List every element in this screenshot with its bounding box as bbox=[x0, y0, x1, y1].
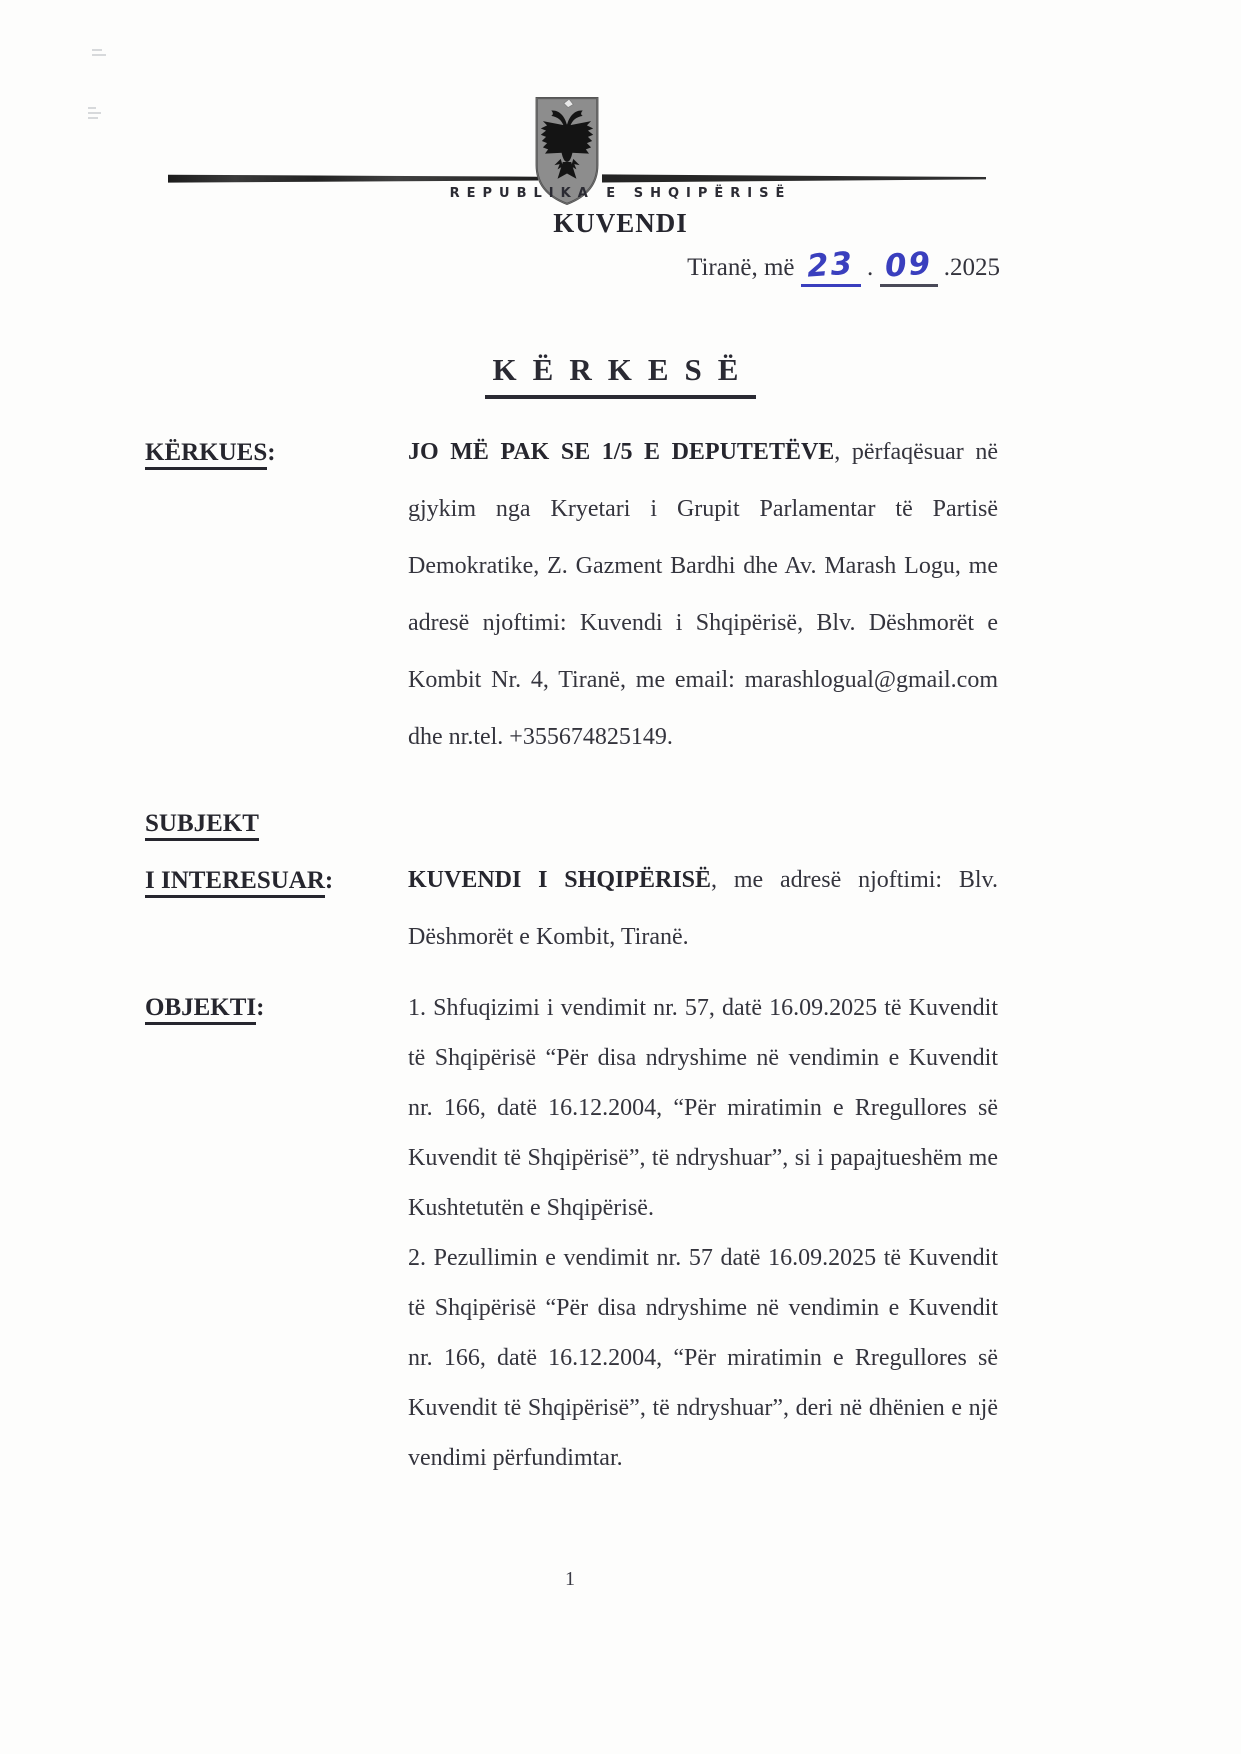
document-title-wrap bbox=[0, 352, 1241, 399]
institution-name: KUVENDI bbox=[553, 208, 688, 238]
subjekt-lead: KUVENDI I SHQIPËRISË bbox=[408, 867, 712, 893]
objekti-item-2: 2. Pezullimin e vendimit nr. 57 datë 16.09.2025 të Kuvendit të Shqipërisë “Për disa ndryshime në vendimin e Kuvendit nr. 166, datë 16.12.2004, “Për miratimin e Rregullores së Kuvendit të Shqipërisë”, të ndryshuar”, deri në dhënien e një vendimi përfundimtar. bbox=[408, 1245, 998, 1471]
kerkues-paragraph bbox=[408, 424, 998, 766]
section-kerkues bbox=[145, 424, 1000, 766]
section-subjekt bbox=[145, 795, 1000, 966]
subjekt-paragraph bbox=[408, 852, 998, 966]
dateline bbox=[687, 245, 1000, 287]
handwritten-month: 09 bbox=[883, 245, 934, 285]
kerkues-label: KËRKUES: bbox=[145, 424, 276, 481]
date-day-blank bbox=[801, 245, 861, 287]
scan-artifact bbox=[88, 104, 104, 122]
header-rule-left bbox=[168, 174, 538, 183]
subjekt-label: SUBJEKT I INTERESUAR: bbox=[145, 795, 333, 909]
kerkues-lead: JO MË PAK SE 1/5 E DEPUTETËVE bbox=[408, 439, 835, 465]
page-number: 1 bbox=[565, 1568, 575, 1590]
dateline-prefix: Tiranë, më bbox=[687, 254, 795, 281]
document-title: KËRKESË bbox=[485, 352, 757, 399]
kerkues-body: , përfaqësuar në gjykim nga Kryetari i Grupit Parlamentar të Partisë Demokratike, Z. Gazment Bardhi dhe Av. Marash Logu, me adresë njoftimi: Kuvendi i Shqipërisë, Blv. Dëshmorët e Kombit Nr. 4, Tiranë, me email: marashlogual@gmail.com dhe nr.tel. +355674825149. bbox=[408, 439, 998, 750]
objekti-paragraphs bbox=[408, 983, 998, 1483]
handwritten-day: 23 bbox=[805, 245, 856, 285]
scan-artifact bbox=[92, 46, 106, 59]
objekti-label: OBJEKTI: bbox=[145, 983, 264, 1033]
subjekt-body: , me adresë njoftimi: Blv. Dëshmorët e Kombit, Tiranë. bbox=[408, 867, 998, 950]
section-objekti bbox=[145, 983, 1000, 1483]
dateline-dot: . bbox=[867, 254, 874, 281]
dateline-year: 2025 bbox=[950, 254, 1000, 281]
objekti-item-1: 1. Shfuqizimi i vendimit nr. 57, datë 16.09.2025 të Kuvendit të Shqipërisë “Për disa ndryshime në vendimin e Kuvendit nr. 166, datë 16.12.2004, “Për miratimin e Rregullores së Kuvendit të Shqipërisë”, të ndryshuar”, si i papajtueshëm me Kushtetutën e Shqipërisë. bbox=[408, 995, 998, 1221]
header-rule-right bbox=[602, 174, 986, 183]
date-month-blank bbox=[880, 245, 938, 287]
dateline-dot: . bbox=[943, 254, 950, 281]
republic-name: REPUBLIKA E SHQIPËRISË bbox=[449, 186, 792, 201]
